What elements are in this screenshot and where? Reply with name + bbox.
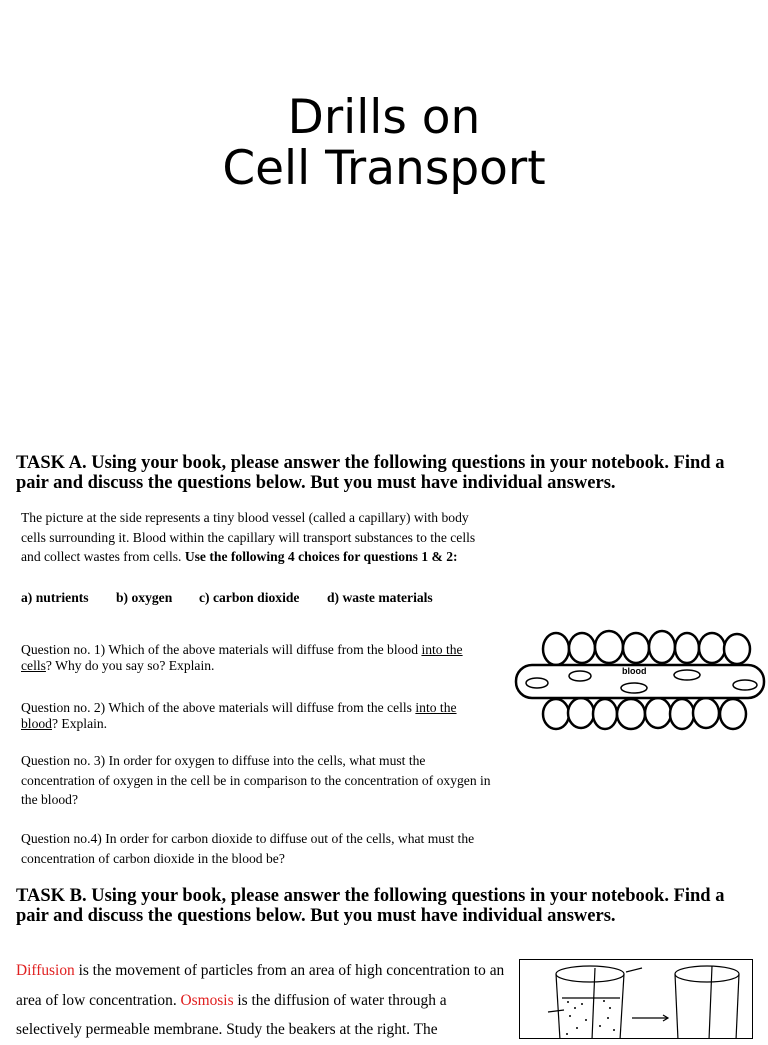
task-a-heading: TASK A. Using your book, please answer the following questions in your notebook. Find a pair and discuss the questions below. But you must have individual answers. [16,453,725,493]
task-a-intro [21,508,496,567]
task-b-heading: TASK B. Using your book, please answer the following questions in your notebook. Find a pair and discuss the questions below. But you must have individual answers. [16,886,725,926]
task-a-intro-text: The picture at the side represents a tiny blood vessel (called a capillary) with body cells surrounding it. Blood within the capillary will transport substances to the cells and collect wastes from cells. [21,510,476,564]
question-2-underlined: into the blood [21,700,457,731]
osmosis-definition: is the diffusion of water through a selectively permeable membrane. Study the beakers at the right. The [16,991,447,1038]
question-2-text: Question no. 2) Which of the above materials will diffuse from the cells [21,700,416,715]
question-1-underlined: into the cells [21,642,463,673]
question-2-end: ? Explain. [51,716,108,731]
diffusion-definition: is the movement of particles from an area of high concentration to an area of low concentration. [16,962,505,1009]
task-b-text [16,956,511,1045]
choice-a: a) nutrients [21,590,89,605]
choice-b: b) oxygen [116,590,173,605]
answer-choices [21,590,501,606]
question-4: Question no.4) In order for carbon dioxide to diffuse out of the cells, what must the concentration of carbon dioxide in the blood be? [21,831,475,866]
page-title [0,92,768,194]
question-1-text: Question no. 1) Which of the above materials will diffuse from the blood [21,642,422,657]
blood-label: blood [622,666,647,676]
question-1 [21,642,496,674]
osmosis-term: Osmosis [180,991,234,1009]
diffusion-term: Diffusion [16,962,75,979]
capillary-diagram [512,624,768,736]
beakers-illustration [520,960,753,1039]
choice-c: c) carbon dioxide [199,590,300,605]
question-3: Question no. 3) In order for oxygen to diffuse into the cells, what must the concentration of oxygen in the cell be in comparison to the concentration of oxygen in the blood? [21,753,491,807]
question-2 [21,700,496,732]
task-a-intro-instruction: Use the following 4 choices for questions 1 & 2: [184,549,458,564]
title-line-2: Cell Transport [222,141,546,196]
question-1-end: ? Why do you say so? Explain. [45,658,215,673]
title-line-1: Drills on [287,90,481,145]
choice-d: d) waste materials [327,590,433,605]
beaker-diagram [519,959,753,1039]
